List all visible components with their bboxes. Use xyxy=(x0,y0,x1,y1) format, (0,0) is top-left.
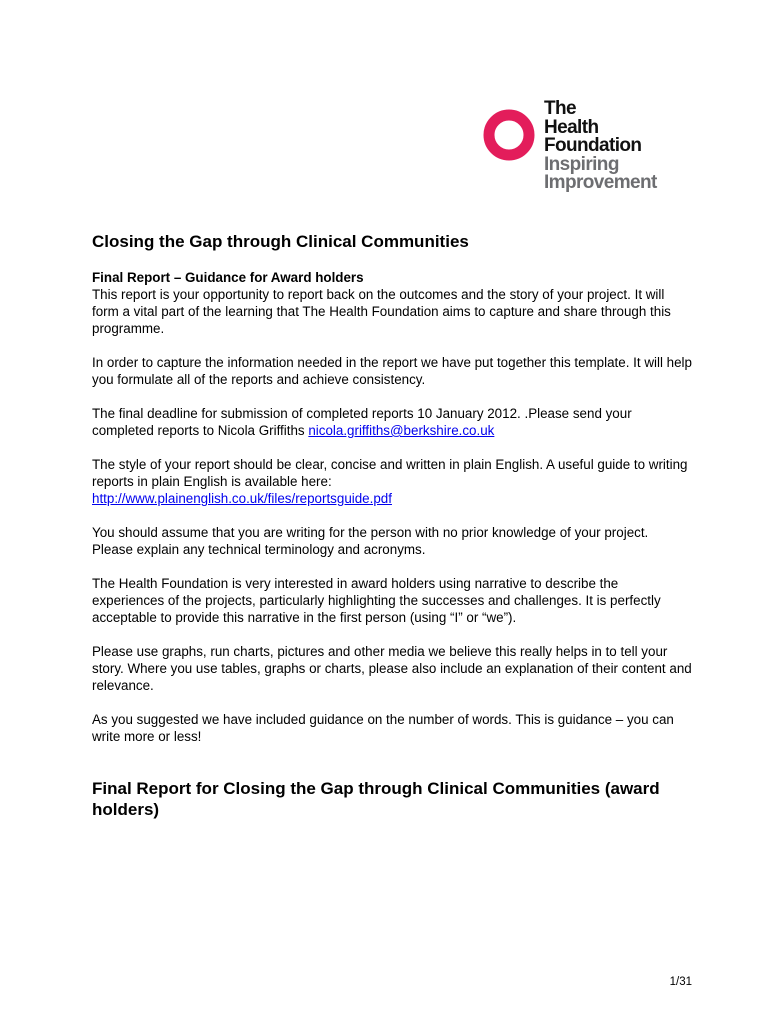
health-foundation-logo xyxy=(482,100,692,200)
guide-link[interactable]: http://www.plainenglish.co.uk/files/reportsguide.pdf xyxy=(92,491,392,506)
page-number: 1/31 xyxy=(669,976,692,988)
template-paragraph: In order to capture the information needed in the report we have put together this template. It will help you formulate all of the reports and achieve consistency. xyxy=(92,355,692,387)
logo-line-improvement: Improvement xyxy=(544,172,657,193)
logo-line-the: The xyxy=(544,98,576,119)
logo-wordmark xyxy=(544,100,657,193)
word-count-paragraph: As you suggested we have included guidance on the number of words. This is guidance – you can write more or less! xyxy=(92,712,674,744)
document-body xyxy=(92,231,692,820)
email-link[interactable]: nicola.griffiths@berkshire.co.uk xyxy=(308,423,495,438)
deadline-text: The final deadline for submission of completed reports 10 January 2012. .Please send your completed reports to Nicola Griffiths xyxy=(92,406,632,438)
logo-line-health: Health xyxy=(544,116,599,138)
logo-line-foundation: Foundation xyxy=(544,135,642,156)
guidance-subtitle: Final Report – Guidance for Award holders xyxy=(92,270,364,285)
deadline-paragraph xyxy=(92,405,692,439)
assumption-paragraph: You should assume that you are writing for the person with no prior knowledge of your project. Please explain any technical terminology and acronyms. xyxy=(92,525,649,557)
document-title: Closing the Gap through Clinical Communities xyxy=(92,232,469,251)
media-paragraph: Please use graphs, run charts, pictures and other media we believe this really helps in to tell your story. Where you use tables, graphs or charts, please also include an explanation of their content and relevance. xyxy=(92,644,692,693)
style-paragraph xyxy=(92,456,692,507)
style-text: The style of your report should be clear, concise and written in plain English. A useful guide to writing reports in plain English is available here: xyxy=(92,457,688,489)
intro-paragraph: This report is your opportunity to report back on the outcomes and the story of your project. It will form a vital part of the learning that The Health Foundation aims to capture and share through this programme. xyxy=(92,287,671,336)
section-title: Final Report for Closing the Gap through Clinical Communities (award holders) xyxy=(92,779,660,819)
ring-logo-icon xyxy=(482,108,536,162)
logo-line-inspiring: Inspiring xyxy=(544,153,619,175)
narrative-paragraph: The Health Foundation is very interested in award holders using narrative to describe the experiences of the projects, particularly highlighting the successes and challenges. It is perfectly acceptable to provide this narrative in the first person (using “I” or “we”). xyxy=(92,576,661,625)
